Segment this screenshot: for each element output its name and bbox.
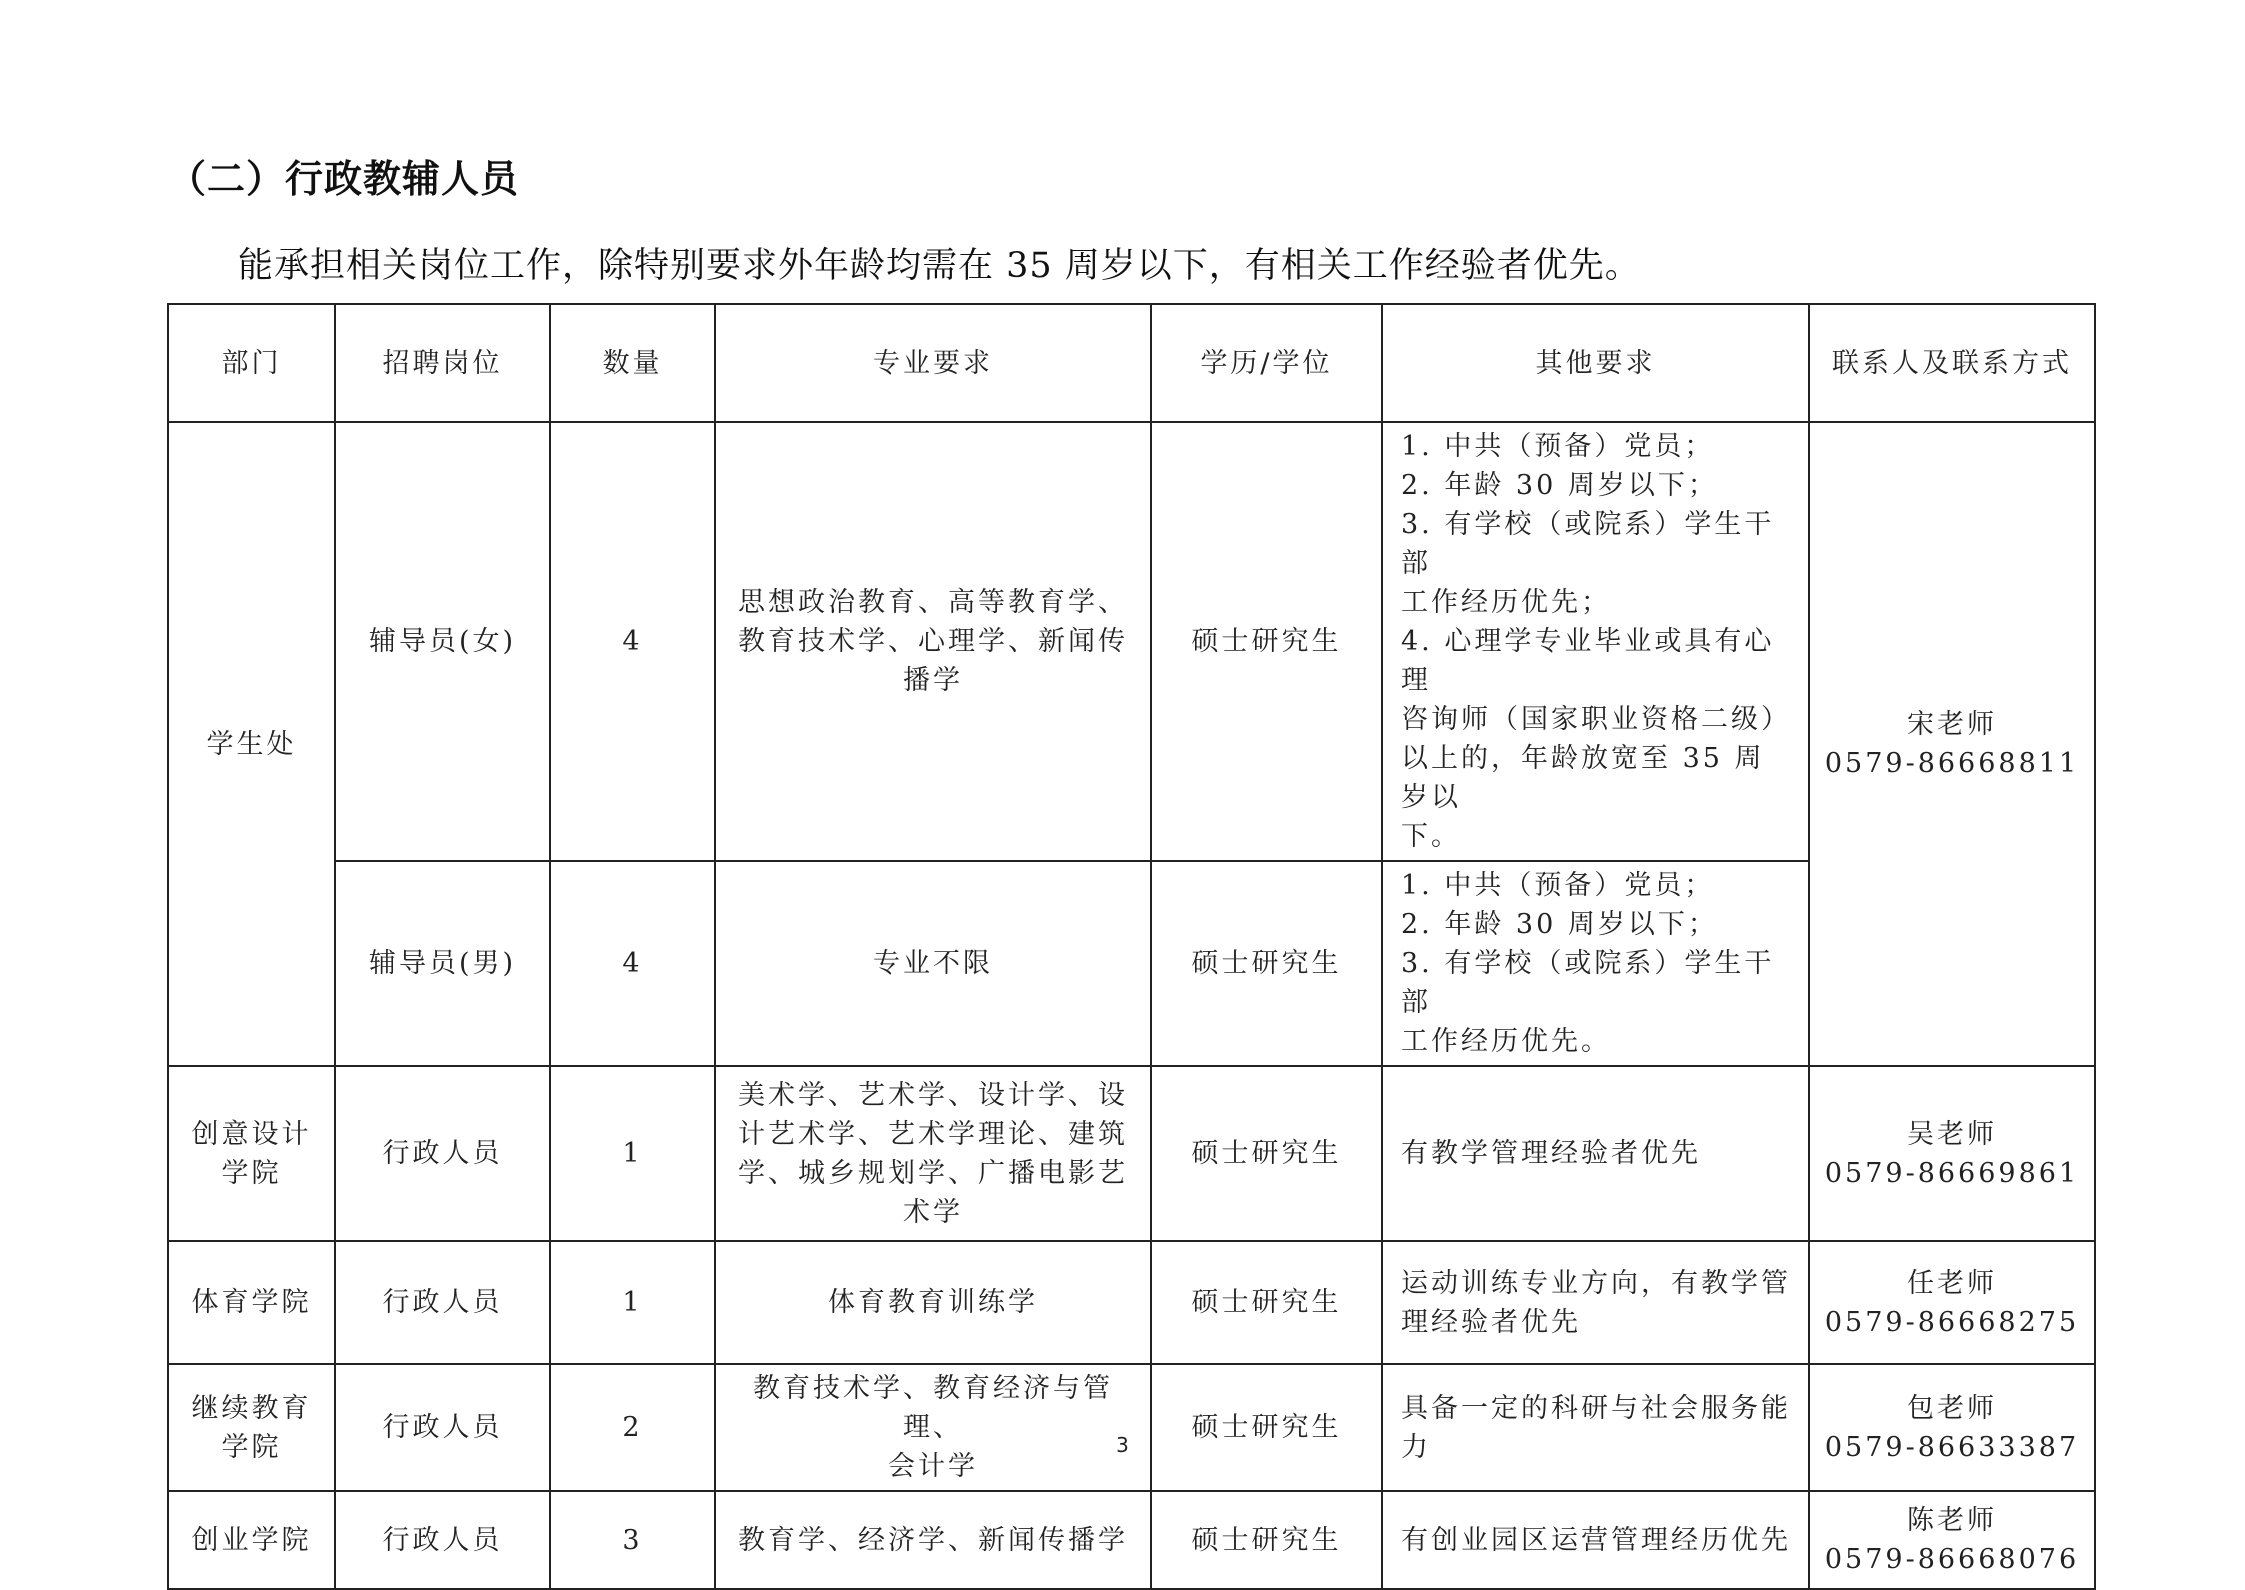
other-line: 2. 年龄 30 周岁以下；: [1401, 909, 1718, 940]
other-line: 工作经历优先；: [1401, 587, 1611, 618]
major-cell: [715, 1241, 1151, 1364]
other-line: 4. 心理学专业毕业或具有心理: [1401, 626, 1775, 696]
other-line: 有创业园区运营管理经历优先: [1401, 1524, 1791, 1556]
other-cell: [1382, 422, 1809, 861]
position-cell: 辅导员(男): [335, 861, 550, 1066]
major-line: 术学: [903, 1196, 963, 1228]
header-dept: 部门: [168, 304, 335, 422]
major-line: 计艺术学、艺术学理论、建筑: [738, 1118, 1128, 1150]
contact-name: 吴老师: [1907, 1118, 1997, 1150]
position-cell: 行政人员: [335, 1066, 550, 1241]
dept-line: 学院: [221, 1431, 282, 1463]
table-row: [168, 1364, 2095, 1491]
other-cell: [1382, 1491, 1809, 1589]
degree-cell: 硕士研究生: [1151, 861, 1382, 1066]
other-line: 有教学管理经验者优先: [1401, 1138, 1701, 1169]
other-line: 以上的，年龄放宽至 35 周岁以: [1401, 743, 1765, 813]
dept-line: 继续教育: [191, 1392, 312, 1424]
other-line: 工作经历优先。: [1401, 1026, 1611, 1057]
page-number: 3: [1116, 1433, 1129, 1457]
dept-line: 创业学院: [191, 1524, 312, 1556]
other-cell: [1382, 1066, 1809, 1241]
contact-phone: 0579-86668076: [1824, 1544, 2080, 1575]
header-count: 数量: [550, 304, 715, 422]
dept-line: 体育学院: [191, 1287, 312, 1318]
header-position: 招聘岗位: [335, 304, 550, 422]
dept-cell: [168, 1491, 335, 1589]
contact-cell: [1809, 422, 2095, 1066]
dept-cell: [168, 1066, 335, 1241]
major-line: 思想政治教育、高等教育学、: [738, 587, 1128, 618]
other-line: 3. 有学校（或院系）学生干部: [1401, 948, 1775, 1018]
position-cell: 行政人员: [335, 1241, 550, 1364]
table-row: [168, 861, 2095, 1066]
position-cell: 行政人员: [335, 1491, 550, 1589]
major-line: 播学: [903, 665, 963, 696]
degree-cell: 硕士研究生: [1151, 1491, 1382, 1589]
other-line: 运动训练专业方向，有教学管: [1401, 1267, 1791, 1299]
dept-line: 创意设计: [191, 1118, 312, 1150]
other-cell: [1382, 1241, 1809, 1364]
degree-cell: 硕士研究生: [1151, 1066, 1382, 1241]
other-line: 具备一定的科研与社会服务能: [1401, 1392, 1791, 1424]
dept-cell: [168, 422, 335, 1066]
header-major: 专业要求: [715, 304, 1151, 422]
other-line: 1. 中共（预备）党员；: [1401, 870, 1715, 901]
major-cell: [715, 1491, 1151, 1589]
major-line: 学、城乡规划学、广播电影艺: [738, 1157, 1128, 1189]
other-line: 3. 有学校（或院系）学生干部: [1401, 509, 1775, 579]
other-line: 2. 年龄 30 周岁以下；: [1401, 470, 1718, 501]
count-cell: 3: [550, 1491, 715, 1589]
major-line: 会计学: [888, 1451, 978, 1482]
table-row: [168, 1066, 2095, 1241]
position-cell: 行政人员: [335, 1364, 550, 1491]
table-header-row: [168, 304, 2095, 422]
header-degree: 学历/学位: [1151, 304, 1382, 422]
header-contact: 联系人及联系方式: [1809, 304, 2095, 422]
major-line: 教育学、经济学、新闻传播学: [738, 1524, 1128, 1556]
contact-phone: 0579-86668811: [1824, 748, 2080, 779]
contact-cell: [1809, 1491, 2095, 1589]
contact-cell: [1809, 1241, 2095, 1364]
contact-cell: [1809, 1066, 2095, 1241]
dept-cell: [168, 1241, 335, 1364]
count-cell: 1: [550, 1241, 715, 1364]
dept-cell: [168, 1364, 335, 1491]
section-title: （二）行政教辅人员: [168, 157, 520, 201]
table-row: [168, 1491, 2095, 1589]
other-line: 理经验者优先: [1401, 1306, 1581, 1338]
contact-name: 任老师: [1907, 1267, 1997, 1299]
degree-cell: 硕士研究生: [1151, 422, 1382, 861]
major-line: 专业不限: [873, 948, 993, 979]
position-cell: 辅导员(女): [335, 422, 550, 861]
degree-cell: 硕士研究生: [1151, 1364, 1382, 1491]
major-cell: [715, 861, 1151, 1066]
recruitment-table: [167, 303, 2096, 1590]
degree-cell: 硕士研究生: [1151, 1241, 1382, 1364]
contact-phone: 0579-86633387: [1824, 1431, 2080, 1463]
other-line: 力: [1401, 1431, 1431, 1463]
other-line: 咨询师（国家职业资格二级）: [1401, 704, 1791, 735]
header-other: 其他要求: [1382, 304, 1809, 422]
dept-line: 学生处: [206, 728, 297, 760]
count-cell: 4: [550, 861, 715, 1066]
table-row: [168, 1241, 2095, 1364]
other-line: 下。: [1401, 821, 1461, 852]
major-cell: [715, 422, 1151, 861]
contact-name: 宋老师: [1907, 709, 1997, 740]
intro-paragraph: 能承担相关岗位工作，除特别要求外年龄均需在 35 周岁以下，有相关工作经验者优先。: [238, 246, 1641, 286]
major-line: 体育教育训练学: [828, 1287, 1038, 1318]
table-row: [168, 422, 2095, 861]
major-line: 美术学、艺术学、设计学、设: [738, 1079, 1128, 1111]
major-line: 教育技术学、心理学、新闻传: [738, 626, 1128, 657]
contact-cell: [1809, 1364, 2095, 1491]
dept-line: 学院: [221, 1157, 282, 1189]
contact-phone: 0579-86668275: [1824, 1306, 2080, 1338]
major-cell: [715, 1364, 1151, 1491]
contact-name: 陈老师: [1907, 1505, 1997, 1536]
contact-phone: 0579-86669861: [1824, 1157, 2080, 1189]
major-line: 教育技术学、教育经济与管理、: [753, 1373, 1113, 1443]
contact-name: 包老师: [1907, 1392, 1997, 1424]
count-cell: 1: [550, 1066, 715, 1241]
other-cell: [1382, 1364, 1809, 1491]
major-cell: [715, 1066, 1151, 1241]
count-cell: 4: [550, 422, 715, 861]
other-line: 1. 中共（预备）党员；: [1401, 431, 1715, 462]
count-cell: 2: [550, 1364, 715, 1491]
other-cell: [1382, 861, 1809, 1066]
